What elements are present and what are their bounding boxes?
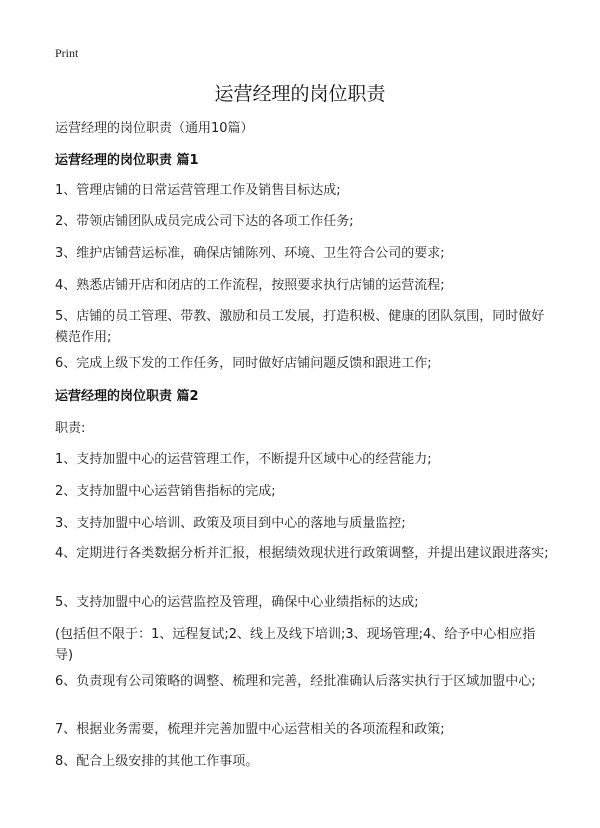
print-label: Print [55,46,79,60]
section-heading-2: 运营经理的岗位职责 篇2 [55,389,199,404]
list-item: 2、支持加盟中心运营销售指标的完成; [55,484,276,499]
document-subtitle: 运营经理的岗位职责（通用10篇） [55,121,254,136]
section-heading-1: 运营经理的岗位职责 篇1 [55,153,199,168]
list-item: 4、定期进行各类数据分析并汇报，根据绩效现状进行政策调整，并提出建议跟进落实; [55,546,549,561]
list-item: 4、熟悉店铺开店和闭店的工作流程，按照要求执行店铺的运营流程; [55,278,445,293]
list-item: 7、根据业务需要，梳理并完善加盟中心运营相关的各项流程和政策; [55,722,445,737]
section-intro: 职责: [55,421,86,436]
list-item: 5、支持加盟中心的运营监控及管理，确保中心业绩指标的达成; [55,595,419,610]
list-item: 6、负责现有公司策略的调整、梳理和完善，经批准确认后落实执行于区域加盟中心; [55,674,536,689]
document-title: 运营经理的岗位职责 [214,83,386,105]
list-item: 3、维护店铺营运标准，确保店铺陈列、环境、卫生符合公司的要求; [55,246,445,261]
list-item: 1、支持加盟中心的运营管理工作，不断提升区域中心的经营能力; [55,452,432,467]
list-item: 8、配合上级安排的其他工作事项。 [55,754,259,769]
list-item: 2、带领店铺团队成员完成公司下达的各项工作任务; [55,214,354,229]
list-item: 6、完成上级下发的工作任务，同时做好店铺问题反馈和跟进工作; [55,356,432,371]
list-item: 1、管理店铺的日常运营管理工作及销售目标达成; [55,183,341,198]
list-item: (包括但不限于：1、远程复试;2、线上及线下培训;3、现场管理;4、给予中心相应指导) [55,627,536,663]
list-item: 5、店铺的员工管理、带教、激励和员工发展，打造积极、健康的团队氛围，同时做好模范作用; [55,309,545,345]
list-item: 3、支持加盟中心培训、政策及项目到中心的落地与质量监控; [55,516,406,531]
